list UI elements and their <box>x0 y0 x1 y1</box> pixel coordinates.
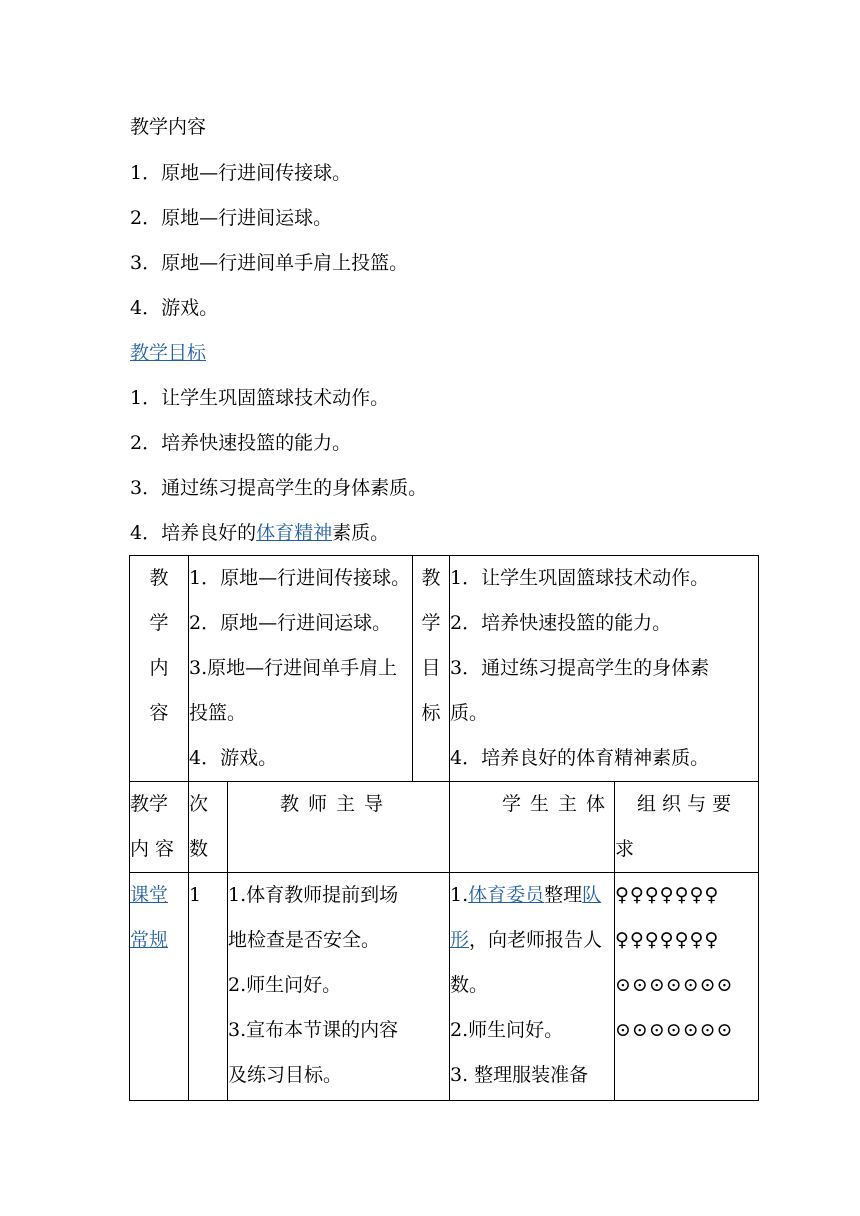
content-heading: 教学内容 <box>130 116 207 138</box>
header-student <box>450 782 615 873</box>
header-text: 教学 <box>130 793 169 815</box>
goals-heading-link[interactable]: 教学目标 <box>130 342 207 364</box>
cell-formation <box>615 873 759 1101</box>
cell-line: 4．培养良好的体育精神素质。 <box>450 747 710 769</box>
cell-line: 3.宣布本节课的内容 <box>228 1019 399 1041</box>
table-row-overview <box>130 556 759 782</box>
sports-spirit-link[interactable]: 体育精神 <box>256 522 333 544</box>
line-text: ，向老师报告人 <box>469 929 603 951</box>
cell-line: 2．培养快速投篮的能力。 <box>450 612 672 634</box>
cell-student-actions <box>450 873 615 1101</box>
header-teacher <box>228 782 450 873</box>
table-row-header <box>130 782 759 873</box>
label-char: 教 <box>149 567 169 589</box>
goal-item-3: 3．通过练习提高学生的身体素质。 <box>130 477 428 499</box>
cell-line <box>450 918 614 963</box>
lesson-plan-table <box>129 555 759 1101</box>
header-text: 次 <box>189 793 209 815</box>
cell-routine-count <box>189 873 228 1101</box>
goals-heading-row <box>130 341 206 365</box>
cell-routine-label <box>130 873 189 1101</box>
label-char: 学 <box>421 612 441 634</box>
cell-line: 及练习目标。 <box>228 1064 343 1086</box>
label-char: 目 <box>421 657 441 679</box>
label-char: 容 <box>149 702 169 724</box>
header-text: 学生主体 <box>502 793 615 815</box>
line-prefix: 1. <box>450 884 469 906</box>
cell-line: 数。 <box>450 974 489 996</box>
cell-line: 2.师生问好。 <box>450 1019 564 1041</box>
header-text: 教师主导 <box>280 793 393 815</box>
cell-line: 1．让学生巩固篮球技术动作。 <box>450 567 710 589</box>
cell-line: 质。 <box>450 702 489 724</box>
header-text: 数 <box>189 838 209 860</box>
content-item-3: 3．原地—行进间单手肩上投篮。 <box>130 252 409 274</box>
cell-line: 地检查是否安全。 <box>228 929 381 951</box>
formation-row-female: ♀♀♀♀♀♀♀ <box>615 929 720 951</box>
sports-committee-link[interactable]: 体育委员 <box>468 884 545 906</box>
content-item-1: 1．原地—行进间传接球。 <box>130 162 352 184</box>
cell-content-label <box>130 556 189 782</box>
goal-item-4-prefix: 4．培养良好的 <box>130 522 257 544</box>
cell-line: 4．游戏。 <box>189 747 278 769</box>
cell-line: 3．通过练习提高学生的身体素 <box>450 657 710 679</box>
label-char: 学 <box>149 612 169 634</box>
formation-row-female: ♀♀♀♀♀♀♀ <box>615 884 720 906</box>
goal-item-4-suffix: 素质。 <box>332 522 390 544</box>
cell-goal-label <box>413 556 450 782</box>
label-char: 内 <box>149 657 169 679</box>
formation-row-circle: ⊙⊙⊙⊙⊙⊙⊙ <box>615 974 734 996</box>
count-value: 1 <box>189 884 202 906</box>
cell-line: 1.体育教师提前到场 <box>228 884 399 906</box>
cell-line: 1．原地—行进间传接球。 <box>189 567 411 589</box>
goal-item-2: 2．培养快速投篮的能力。 <box>130 432 352 454</box>
content-item-2: 2．原地—行进间运球。 <box>130 207 333 229</box>
formation-link[interactable]: 形 <box>450 929 470 951</box>
label-char: 标 <box>421 702 441 724</box>
header-count <box>189 782 228 873</box>
table-row-routine <box>130 873 759 1101</box>
goal-item-1: 1．让学生巩固篮球技术动作。 <box>130 387 390 409</box>
cell-line <box>450 873 614 918</box>
label-char: 教 <box>421 567 441 589</box>
cell-line: 2.师生问好。 <box>228 974 342 996</box>
cell-line: 3. 整理服装准备 <box>450 1064 589 1086</box>
cell-goal-list <box>450 556 759 782</box>
cell-teacher-actions <box>228 873 450 1101</box>
formation-link[interactable]: 队 <box>582 884 602 906</box>
cell-line: 3.原地—行进间单手肩上 <box>189 657 398 679</box>
header-text: 求 <box>615 838 635 860</box>
cell-content-list <box>189 556 413 782</box>
formation-row-circle: ⊙⊙⊙⊙⊙⊙⊙ <box>615 1019 734 1041</box>
class-routine-link[interactable]: 常规 <box>130 929 169 951</box>
content-item-4: 4．游戏。 <box>130 297 219 319</box>
class-routine-link[interactable]: 课堂 <box>130 884 169 906</box>
cell-line: 2．原地—行进间运球。 <box>189 612 392 634</box>
header-text: 组 织 与 要 <box>637 793 732 815</box>
header-text: 内 容 <box>130 838 175 860</box>
goal-item-4 <box>130 521 389 545</box>
cell-line: 投篮。 <box>189 702 247 724</box>
header-organization <box>615 782 759 873</box>
line-text: 整理 <box>544 884 583 906</box>
header-content <box>130 782 189 873</box>
